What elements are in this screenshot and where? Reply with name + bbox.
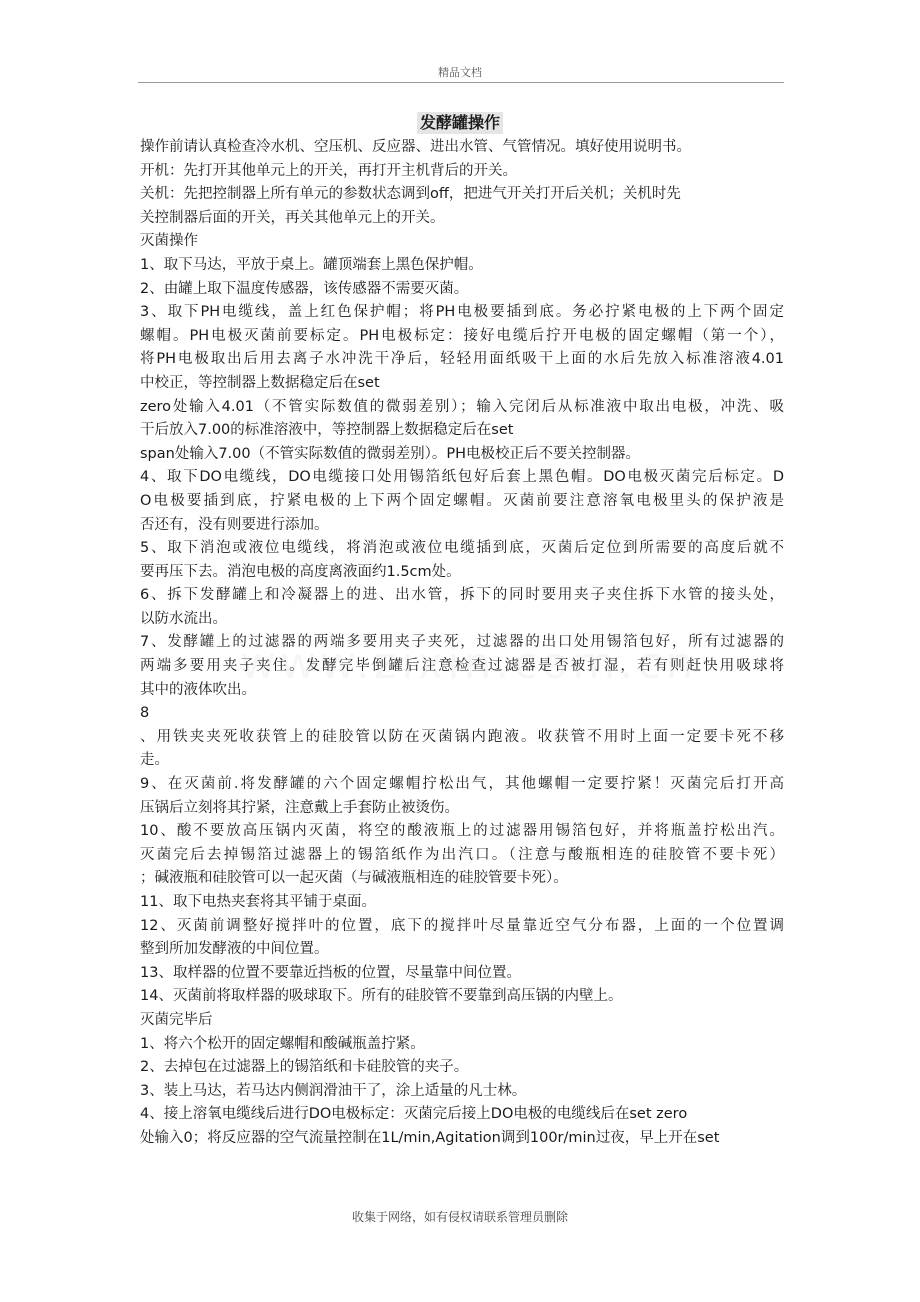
text-line: 11、取下电热夹套将其平铺于桌面。 (140, 894, 376, 910)
text-line: 3、装上马达，若马达内侧润滑油干了，涂上适量的凡士林。 (140, 1082, 527, 1099)
title-container (0, 112, 920, 134)
text-line: 整到所加发酵液的中间位置。 (140, 941, 329, 958)
text-line: 灭菌完后去掉锡箔过滤器上的锡箔纸作为出汽口。（注意与酸瓶相连的硅胶管不要卡死） (140, 846, 784, 863)
page-footer: 收集于网络，如有侵权请联系管理员删除 (351, 1210, 568, 1224)
header-rule (138, 82, 784, 83)
text-line: 8 (140, 705, 150, 722)
text-line: ；碱液瓶和硅胶管可以一起灭菌（与碱液瓶相连的硅胶管要卡死）。 (140, 870, 568, 887)
text-line: 以防水流出。 (140, 610, 227, 627)
text-line: zero处输入4.01（不管实际数值的微弱差别）；输入完闭后从标准液中取出电极，冲洗、吸 (140, 398, 784, 415)
text-line: 2、由罐上取下温度传感器，该传感器不需要灭菌。 (140, 280, 469, 297)
text-line: 压锅后立刻将其拧紧，注意戴上手套防止被烫伤。 (140, 799, 459, 816)
text-line: 、用铁夹夹死收获管上的硅胶管以防在灭菌锅内跑液。收获管不用时上面一定要卡死不移 (140, 728, 784, 745)
text-line: 操作前请认真检查冷水机、空压机、反应器、进出水管、气管情况。填好使用说明书。 (140, 139, 691, 155)
text-line: 6、拆下发酵罐上和冷凝器上的进、出水管，拆下的同时要用夹子夹住拆下水管的接头处， (140, 587, 784, 604)
text-line: 灭菌完毕后 (140, 1011, 213, 1028)
document-title: 发酵罐操作 (417, 112, 503, 134)
text-line: 要再压下去。消泡电极的高度离液面约1.5cm处。 (140, 563, 461, 580)
text-line: 干后放入7.00的标准溶液中，等控制器上数据稳定后在set (140, 422, 514, 439)
text-line: 否还有，没有则要进行添加。 (140, 516, 329, 533)
text-line: 关控制器后面的开关，再关其他单元上的开关。 (140, 209, 445, 226)
text-line: 4、接上溶氧电缆线后进行DO电极标定：灭菌完后接上DO电极的电缆线后在set zero (140, 1106, 688, 1123)
text-line: span处输入7.00（不管实际数值的微弱差别）。PH电极校正后不要关控制器。 (140, 445, 641, 462)
text-line: 3、取下PH电缆线，盖上红色保护帽；将PH电极要插到底。务必拧紧电极的上下两个固定 (140, 304, 784, 321)
text-line: 其中的液体吹出。 (140, 681, 256, 698)
text-line: 5、取下消泡或液位电缆线，将消泡或液位电缆插到底，灭菌后定位到所需要的高度后就不 (140, 540, 784, 557)
text-line: 中校正，等控制器上数据稳定后在set (140, 374, 380, 391)
text-line: 12、灭菌前调整好搅拌叶的位置，底下的搅拌叶尽量靠近空气分布器，上面的一个位置调 (140, 917, 784, 934)
text-line: 7、发酵罐上的过滤器的两端多要用夹子夹死，过滤器的出口处用锡箔包好，所有过滤器的 (140, 634, 784, 651)
text-line: 走。 (140, 752, 169, 769)
text-line: 1、取下马达，平放于桌上。罐顶端套上黑色保护帽。 (140, 256, 483, 273)
text-line: 9、在灭菌前.将发酵罐的六个固定螺帽拧松出气，其他螺帽一定要拧紧！灭菌完后打开高 (140, 776, 784, 793)
text-line: 2、去掉包在过滤器上的锡箔纸和卡硅胶管的夹子。 (140, 1059, 469, 1076)
text-line: O电极要插到底，拧紧电极的上下两个固定螺帽。灭菌前要注意溶氧电极里头的保护液是 (140, 492, 784, 509)
text-line: 4、取下DO电缆线，DO电缆接口处用锡箔纸包好后套上黑色帽。DO电极灭菌完后标定。D (140, 469, 784, 486)
page-header: 精品文档 (438, 66, 482, 79)
text-line: 10、酸不要放高压锅内灭菌，将空的酸液瓶上的过滤器用锡箔包好，并将瓶盖拧松出汽。 (140, 823, 784, 840)
text-line: 13、取样器的位置不要靠近挡板的位置，尽量靠中间位置。 (140, 964, 521, 981)
text-line: 将PH电极取出后用去离子水冲洗干净后，轻轻用面纸吸干上面的水后先放入标准溶液4.01 (140, 351, 784, 368)
text-line: 14、灭菌前将取样器的吸球取下。所有的硅胶管不要靠到高压锅的内壁上。 (140, 988, 623, 1005)
document-body (140, 136, 784, 1151)
text-line: 关机：先把控制器上所有单元的参数状态调到off，把进气开关打开后关机；关机时先 (140, 186, 681, 203)
text-line: 螺帽。PH电极灭菌前要标定。PH电极标定：接好电缆后拧开电极的固定螺帽（第一个）， (140, 327, 784, 344)
text-line: 处输入0；将反应器的空气流量控制在1L/min,Agitation调到100r/min过夜，早上开在set (140, 1129, 720, 1146)
text-line: 开机：先打开其他单元上的开关，再打开主机背后的开关。 (140, 162, 517, 179)
text-line: 1、将六个松开的固定螺帽和酸碱瓶盖拧紧。 (140, 1035, 425, 1052)
text-line: 两端多要用夹子夹住。发酵完毕倒罐后注意检查过滤器是否被打湿，若有则赶快用吸球将 (140, 658, 784, 675)
text-line: 灭菌操作 (140, 233, 198, 250)
